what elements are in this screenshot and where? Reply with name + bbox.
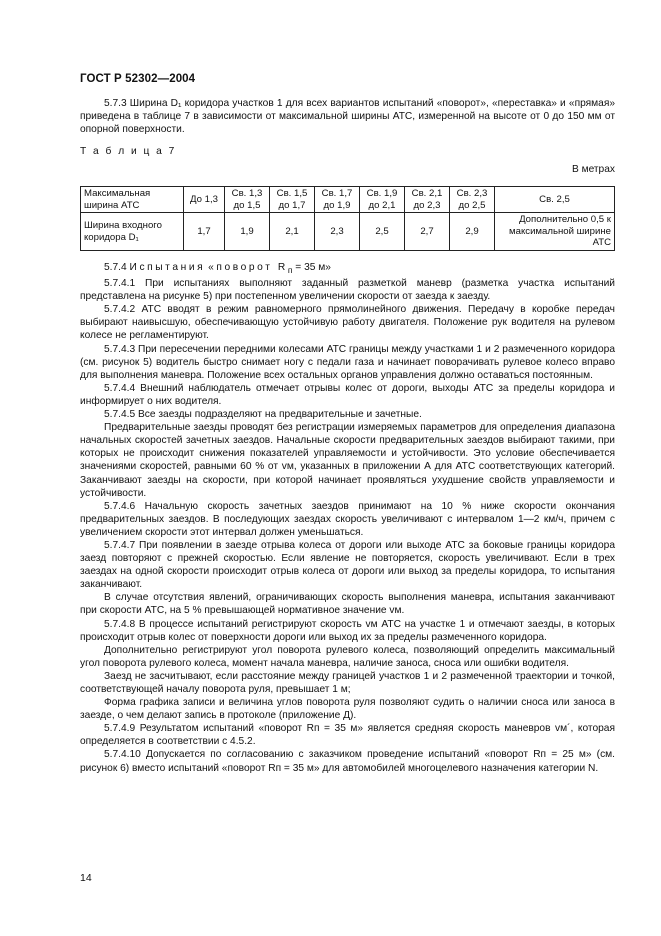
table-cell: 2,1: [270, 213, 315, 251]
table-header-row: [81, 187, 615, 213]
table-cell: 2,9: [450, 213, 495, 251]
table-header-label: Максимальная ширина АТС: [81, 187, 184, 213]
section-label: Испытания: [129, 261, 206, 273]
paragraph: Предварительные заезды проводят без регистрации измеряемых параметров для определения диапазона начальных скоростей зачетных заездов. Начальные скорости предварительных заездов выбирают такими, при которых не происходит снижения показателей управляемости и устойчивости. Это условие обеспечивается значениями скоростей, равными 60 % от vм, указанных в приложении А для АТС соответствующих категорий. Заканчивают заезды на скорости, при которой начинает проявляться ухудшение свойств управляемости и устойчивости.: [80, 422, 615, 499]
paragraph: 5.7.4.3 При пересечении передними колесами АТС границы между участками 1 и 2 размеченного коридора (см. рисунок 5) водитель быстро снимает ногу с педали газа и начинает поворачивать рулевое колесо вправо для выполнения маневра. Положение всех остальных органов управления должно оставаться постоянным.: [80, 343, 615, 381]
table-column-header: Св. 2,5: [495, 187, 615, 213]
paragraph: 5.7.4.9 Результатом испытаний «поворот Rп = 35 м» является средняя скорость маневров vм´, которая определяется в соответствии с 4.5.2.: [80, 723, 615, 748]
table-caption: Т а б л и ц а 7: [80, 146, 177, 158]
paragraph: Форма графика записи и величина углов поворота руля позволяют судить о наличии сноса или заноса в заезде, о чем делают запись в протоколе (приложение Д).: [80, 697, 615, 722]
table-cell: 1,7: [184, 213, 225, 251]
table-row-label: Ширина входного коридора D₁: [81, 213, 184, 251]
section-test-name: «поворот R: [208, 261, 288, 273]
table-column-header: Св. 2,3 до 2,5: [450, 187, 495, 213]
document-body: [80, 97, 615, 775]
width-table: [80, 186, 615, 251]
document-header: ГОСТ Р 52302—2004: [80, 73, 196, 85]
table-cell: Дополнительно 0,5 к максимальной ширине АТС: [495, 213, 615, 251]
section-number: 5.7.4: [104, 261, 127, 273]
paragraph: Дополнительно регистрируют угол поворота рулевого колеса, позволяющий определить максимальный угол поворота рулевого колеса, момент начала маневра, наличие заноса, сноса или ошибки водителя.: [80, 644, 615, 669]
paragraph: 5.7.4.7 При появлении в заезде отрыва колеса от дороги или выходе АТС за боковые границы коридора заезд повторяют с прежней скоростью. Если явление не повторяется, скорость увеличивают. Если в трех заездах на одной скорости происходит отрыв колеса от дороги или выход за пределы коридора, то испытания заканчивают.: [80, 539, 615, 591]
table-cell: 2,7: [405, 213, 450, 251]
table-cell: 2,5: [360, 213, 405, 251]
paragraph: 5.7.4.8 В процессе испытаний регистрируют скорость vм АТС на участке 1 и отмечают заезды, в которых происходит отрыв колес от поверхности дороги или выход их за пределы размеченного коридора.: [80, 618, 615, 643]
paragraph: 5.7.4.1 При испытаниях выполняют заданный разметкой маневр (разметка участка испытаний представлена на рисунке 5) при постепенном увеличении скорости от заезда к заезду.: [80, 278, 615, 303]
paragraph-5-7-3: 5.7.3 Ширина D₁ коридора участков 1 для всех вариантов испытаний «поворот», «переставка» и «прямая» приведена в таблице 7 в зависимости от максимальной ширины АТС, измеренной на высоте от 0 до 150 мм от опорной поверхности.: [80, 98, 615, 136]
paragraph: Заезд не засчитывают, если расстояние между границей участков 1 и 2 размеченной траектории и точкой, соответствующей началу поворота руля, превышает 1 м;: [80, 670, 615, 695]
table-unit: В метрах: [571, 164, 615, 176]
table-column-header: Св. 2,1 до 2,3: [405, 187, 450, 213]
section-title-5-7-4: [80, 261, 615, 277]
paragraph: 5.7.4.6 Начальную скорость зачетных заездов принимают на 10 % ниже скорости окончания предварительных заездов. В последующих заездах скорость увеличивают с интервалом 1—2 км/ч, причем с увеличением скорости этот интервал должен уменьшаться.: [80, 500, 615, 538]
paragraph: В случае отсутствия явлений, ограничивающих скорость выполнения маневра, испытания заканчивают при скорости АТС, на 5 % превышающей нормативное значение vм.: [80, 592, 615, 617]
table-data-row: [81, 213, 615, 251]
page-number: 14: [80, 872, 92, 884]
table-column-header: Св. 1,3 до 1,5: [225, 187, 270, 213]
table-column-header: Св. 1,7 до 1,9: [315, 187, 360, 213]
table-column-header: Св. 1,5 до 1,7: [270, 187, 315, 213]
table-cell: 1,9: [225, 213, 270, 251]
table-column-header: До 1,3: [184, 187, 225, 213]
table-column-header: Св. 1,9 до 2,1: [360, 187, 405, 213]
paragraph: 5.7.4.10 Допускается по согласованию с заказчиком проведение испытаний «поворот Rп = 25 м» (см. рисунок 6) вместо испытаний «поворот Rп = 35 м» для автомобилей многоцелевого назначения категории N.: [80, 749, 615, 774]
section-value: = 35 м»: [292, 261, 331, 273]
table-cell: 2,3: [315, 213, 360, 251]
paragraph: 5.7.4.4 Внешний наблюдатель отмечает отрывы колес от дороги, выходы АТС за пределы коридора и информирует о них водителя.: [80, 382, 615, 407]
paragraph: 5.7.4.2 АТС вводят в режим равномерного прямолинейного движения. Передачу в коробке передач выбирают наивысшую, обеспечивающую устойчивую работу двигателя. Положение рук водителя на рулевом колесе не регламентируют.: [80, 304, 615, 342]
section-subscript: п: [287, 265, 293, 275]
paragraph: 5.7.4.5 Все заезды подразделяют на предварительные и зачетные.: [104, 409, 422, 421]
